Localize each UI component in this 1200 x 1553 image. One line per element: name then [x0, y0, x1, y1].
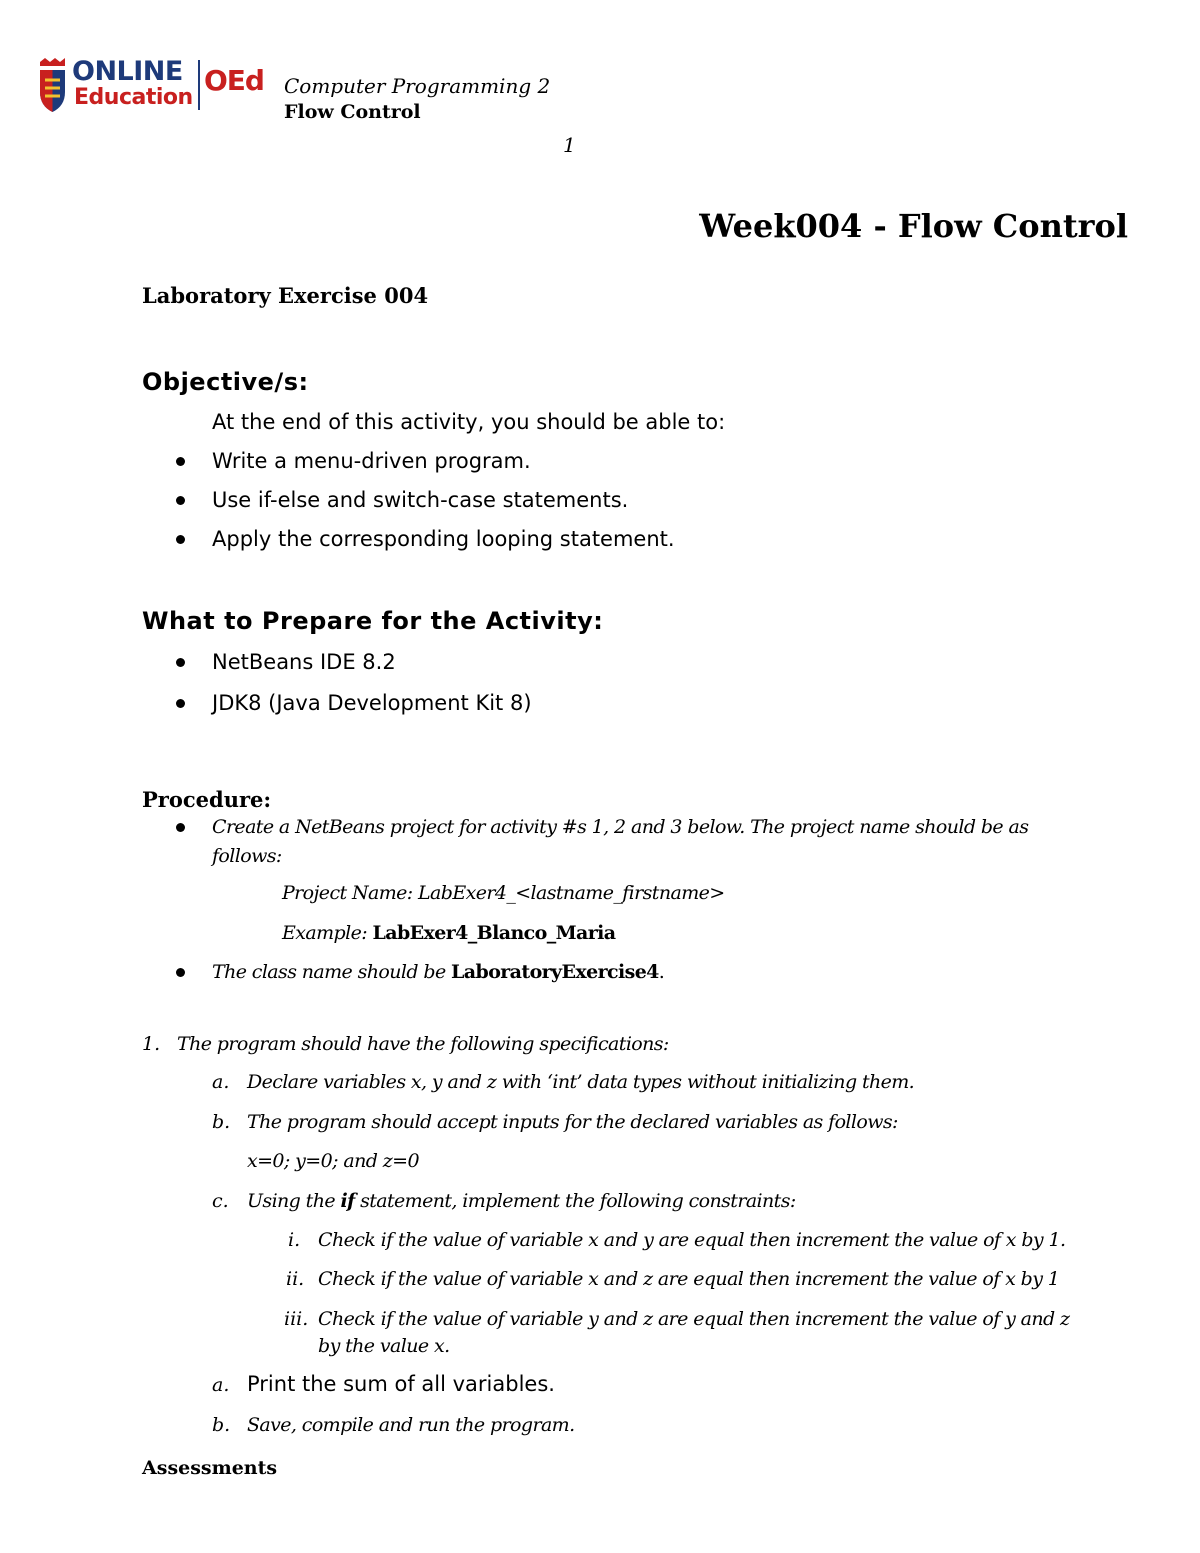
prepare-item: NetBeans IDE 8.2 — [212, 650, 396, 674]
spec-b2-text: Save, compile and run the program. — [247, 1414, 575, 1436]
spec-a2-label: a. — [212, 1374, 230, 1396]
bullet-icon — [176, 699, 185, 708]
bullet-icon — [176, 968, 185, 977]
procedure-bullet-line2: follows: — [212, 845, 282, 867]
assessments-heading: Assessments — [142, 1457, 278, 1479]
spec-b2-label: b. — [212, 1414, 231, 1436]
spec-b-values: x=0; y=0; and z=0 — [247, 1150, 419, 1172]
objectives-heading: Objective/s: — [142, 368, 309, 396]
page-number: 1 — [563, 133, 576, 157]
bullet-icon — [176, 496, 185, 505]
spec-iii-label: iii. — [284, 1308, 309, 1330]
spec-a-label: a. — [212, 1071, 230, 1093]
procedure-heading: Procedure: — [142, 787, 272, 812]
spec-a2-text: Print the sum of all variables. — [247, 1372, 555, 1396]
project-example — [282, 922, 615, 944]
course-name: Computer Programming 2 — [284, 74, 551, 98]
logo-divider — [198, 60, 200, 110]
spec-c-text — [247, 1190, 796, 1212]
class-name: LaboratoryExercise4 — [451, 961, 659, 983]
logo-oed-text: OEd — [204, 64, 264, 97]
spec-c-label: c. — [212, 1190, 229, 1212]
spec-iii-line2: by the value x. — [318, 1335, 450, 1357]
spec-c-pre: Using the — [247, 1190, 341, 1212]
topic-name: Flow Control — [284, 101, 421, 123]
bullet-icon — [176, 658, 185, 667]
objective-item: Use if-else and switch-case statements. — [212, 488, 629, 512]
class-prefix: The class name should be — [212, 961, 452, 983]
class-name-instruction — [212, 961, 664, 983]
procedure-bullet-line1: Create a NetBeans project for activity #s 1, 2 and 3 below. The project name should be as — [212, 816, 1029, 838]
spec-ii-label: ii. — [286, 1268, 305, 1290]
bullet-icon — [176, 457, 185, 466]
objective-item: Write a menu-driven program. — [212, 449, 531, 473]
class-suffix: . — [658, 961, 665, 983]
spec-ii-text: Check if the value of variable x and z are equal then increment the value of x by 1 — [318, 1268, 1060, 1290]
spec-i-text: Check if the value of variable x and y are equal then increment the value of x by 1. — [318, 1229, 1066, 1251]
spec-c-if: if — [340, 1190, 355, 1212]
page-title: Week004 - Flow Control — [699, 207, 1128, 245]
bullet-icon — [176, 535, 185, 544]
objective-item: Apply the corresponding looping statement. — [212, 527, 675, 551]
exercise-heading: Laboratory Exercise 004 — [142, 283, 429, 308]
project-name-format: Project Name: LabExer4_<lastname_firstname> — [282, 882, 725, 904]
logo-online-text: ONLINE — [72, 56, 183, 87]
spec-b-label: b. — [212, 1111, 231, 1133]
spec-number: 1. — [142, 1033, 161, 1055]
objectives-intro: At the end of this activity, you should be able to: — [212, 410, 726, 434]
logo-education-text: Education — [74, 85, 193, 110]
spec-iii-line1: Check if the value of variable y and z are equal then increment the value of y and z — [318, 1308, 1070, 1330]
spec-b-text: The program should accept inputs for the declared variables as follows: — [247, 1111, 898, 1133]
bullet-icon — [176, 823, 185, 832]
shield-icon — [38, 58, 68, 114]
spec-c-post: statement, implement the following constraints: — [354, 1190, 796, 1212]
prepare-heading: What to Prepare for the Activity: — [142, 607, 604, 635]
online-education-logo — [38, 58, 270, 114]
example-value: LabExer4_Blanco_Maria — [372, 922, 616, 944]
example-label: Example: — [282, 922, 373, 944]
spec-intro: The program should have the following specifications: — [177, 1033, 669, 1055]
spec-i-label: i. — [288, 1229, 301, 1251]
prepare-item: JDK8 (Java Development Kit 8) — [212, 691, 532, 715]
spec-a-text: Declare variables x, y and z with ‘int’ data types without initializing them. — [247, 1071, 915, 1093]
